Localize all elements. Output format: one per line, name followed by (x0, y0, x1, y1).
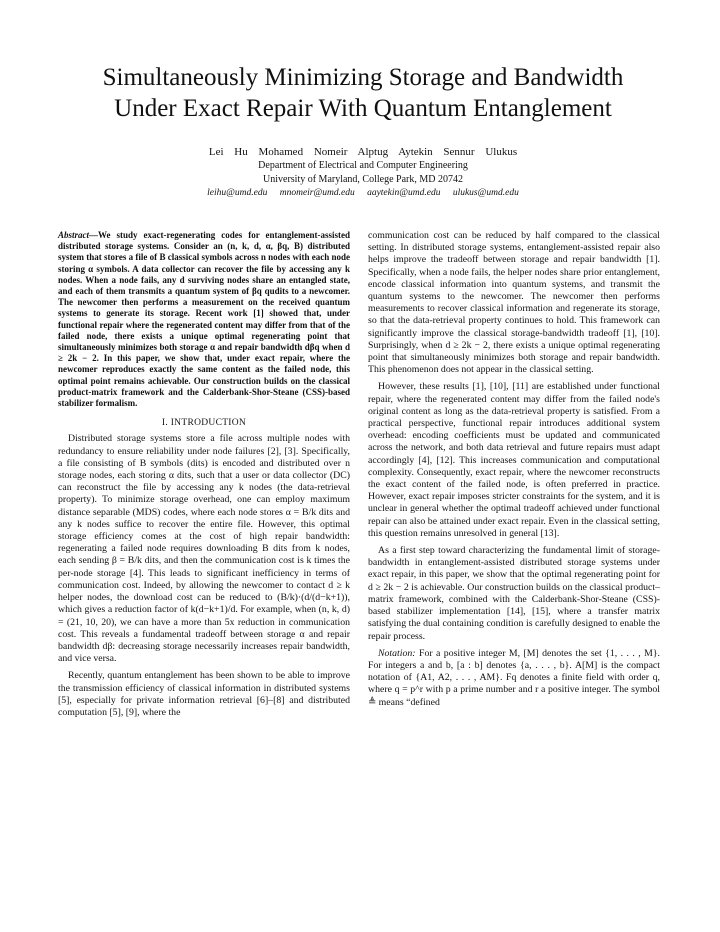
affiliation-department: Department of Electrical and Computer Engineering (258, 160, 468, 171)
abstract-label: Abstract— (58, 230, 99, 240)
section-heading-introduction: I. INTRODUCTION (161, 418, 247, 429)
author-emails: leihu@umd.edu mnomeir@umd.edu aaytekin@umd.edu ulukus@umd.edu (207, 188, 519, 198)
intro-paragraph-3: However, these results [1], [10], [11] are established under functional repair, where the regenerated content may differ from the failed node's original content as long as the data-retrieval property is satisfied. From a practical perspective, functional repair introduces additional system overhead: encoding coefficients must be updated and communicated across the network, and both data retrieval and future repairs must adapt accordingly [4], [12]. This increases communication and computational complexity. Consequently, exact repair, where the newcomer reconstructs the exact content of the failed node, is often preferred in practice. However, exact repair imposes stricter constraints for the system, and it is unclear in general whether the optimal tradeoff achieved under functional repair can also be attained under exact repair. Even in the classical setting, this question remains unresolved in general [13]. (368, 381, 660, 539)
intro-paragraph-2: Recently, quantum entanglement has been shown to be able to improve the transmission efficiency of classical information in distributed systems [5], especially for private information retrieval [6]–[8] and distributed computation [5], [9], where the (58, 670, 350, 718)
title-line-2: Under Exact Repair With Quantum Entanglement (114, 95, 612, 122)
author-list: Lei Hu Mohamed Nomeir Alptug Aytekin Sennur Ulukus (208, 146, 518, 158)
intro-paragraph-2-continued: communication cost can be reduced by half compared to the classical setting. In distributed storage systems, entanglement-assisted repair also helps improve the tradeoff between storage and repair bandwidth [1]. Specifically, when a node fails, the helper nodes share prior entanglement, encode classical information into quantum systems, and transmit the quantum systems to the newcomer. The newcomer then performs measurements to recover classical information and regenerate its storage, so that the data-retrieval property continues to hold. This framework can significantly improve the classical storage-bandwidth tradeoff [1], [10]. Surprisingly, when d ≥ 2k − 2, there exists a unique optimal regenerating point that simultaneously minimizes both storage and repair bandwidth. This phenomenon does not appear in the classical setting. (368, 230, 660, 376)
intro-paragraph-4: As a first step toward characterizing the fundamental limit of storage-bandwidth in entanglement-assisted distributed storage systems under exact repair, in this paper, we show that the optimal regenerating point for d ≥ 2k − 2 is achievable. Our construction builds on the classical product–matrix framework, combined with the Calderbank-Shor-Steane (CSS)-based stabilizer implementation [14], [15], where a transfer matrix satisfying the dual containing condition is carefully designed to enable the repair process. (368, 545, 660, 642)
paper-title (58, 62, 668, 124)
right-column (368, 230, 660, 709)
paper-page (58, 0, 668, 932)
arxiv-sidebar (14, 200, 48, 700)
title-line-1: Simultaneously Minimizing Storage and Bandwidth (102, 64, 624, 91)
intro-paragraph-1: Distributed storage systems store a file across multiple nodes with redundancy to ensure reliability under node failures [2], [3]. Specifically, a file consisting of B symbols (dits) is encoded and distributed over n storage nodes, each storing α dits, such that a user or data collector (DC) can reconstruct the file by accessing any k nodes (the data-retrieval property). To minimize storage overhead, one can employ maximum distance separable (MDS) codes, where each node stores α = B/k dits and any k nodes suffice to recover the entire file. However, this optimal storage efficiency comes at the cost of high repair bandwidth: regenerating a failed node requires downloading B dits from k nodes, each sending β = B/k dits, and then the communication cost is k times the per-node storage [4]. This leads to significant inefficiency in terms of communication cost. Indeed, by allowing the newcomer to contact d ≥ k helper nodes, the download cost can be reduced to (B/k)·(d/(d−k+1)), which gives a reduction factor of k(d−k+1)/d. For example, when (n, k, d) = (21, 10, 20), we can have a more than 5x reduction in communication cost. This reveals a fundamental tradeoff between storage α and repair bandwidth dβ: decreasing storage necessarily increases repair bandwidth, and vice versa. (58, 433, 350, 665)
notation-paragraph (368, 648, 660, 709)
affiliation-university: University of Maryland, College Park, MD 20742 (263, 174, 463, 185)
notation-text: For a positive integer M, [M] denotes the set {1, . . . , M}. For integers a and b, [a : b] denotes {a, . . . , b}. A[M] is the compact notation of {A1, A2, . . . , AM}. Fq denotes a finite field with order q, where q = p^r with p a prime number and r a positive integer. The symbol ≜ means “defined (368, 647, 661, 708)
abstract-text: We study exact-regenerating codes for entanglement-assisted distributed storage systems. Consider an (n, k, d, α, βq, B) distributed system that stores a file of B classical symbols across n nodes with each node storing α symbols. A data collector can recover the file by accessing any k nodes. When a node fails, any d surviving nodes share an entangled state, and each of them transmits a quantum system of βq qudits to a newcomer. The newcomer then performs a measurement on the received quantum systems to generate its storage. Recent work [1] showed that, under functional repair where the regenerated content may differ from that of the failed node, there exists a unique optimal regenerating point that simultaneously minimizes both storage α and repair bandwidth dβq when d ≥ 2k − 2. In this paper, we show that, under exact repair, where the newcomer reproduces exactly the same content as the failed node, this optimal point remains achievable. Our construction builds on the classical product-matrix framework and the Calderbank-Shor-Steane (CSS)-based stabilizer formalism. (58, 230, 350, 409)
left-column (58, 230, 350, 719)
abstract (58, 230, 350, 409)
notation-label: Notation: (378, 647, 416, 659)
